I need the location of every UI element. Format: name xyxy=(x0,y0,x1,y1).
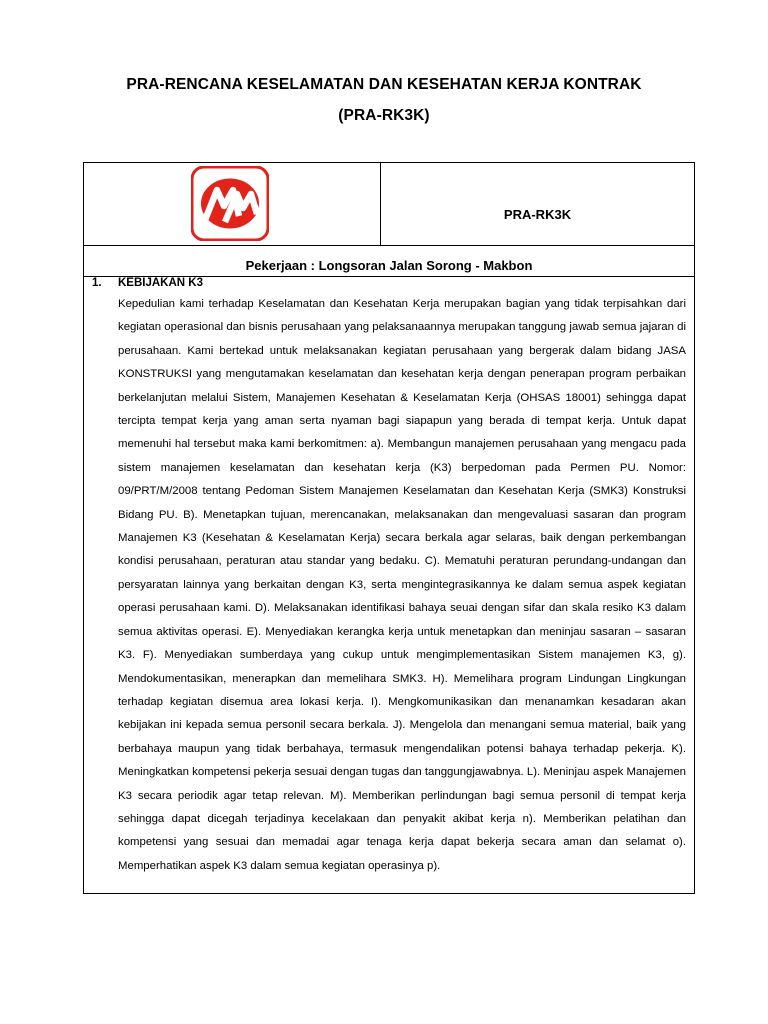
logo-cell xyxy=(84,163,381,245)
document-title: PRA-RENCANA KESELAMATAN DAN KESEHATAN KERJA KONTRAK xyxy=(126,76,642,93)
section-number: 1. xyxy=(92,277,102,289)
section-body: Kepedulian kami terhadap Keselamatan dan Kesehatan Kerja merupakan bagian yang tidak terpisahkan dari kegiatan operasional dan bisnis perusahaan yang pelaksanaannya merupakan tanggung jawab semua jajaran di perusahaan. Kami bertekad untuk melaksanakan kegiatan perusahaan yang bergerak dalam bidang JASA KONSTRUKSI yang mengutamakan keselamatan dan kesehatan kerja dengan penerapan program perbaikan berkelanjutan melalui Sistem, Manajemen Kesehatan & Keselamatan Kerja (OHSAS 18001) sehingga dapat tercipta tempat kerja yang aman serta nyaman bagi siapapun yang berada di tempat kerja. Untuk dapat memenuhi hal tersebut maka kami berkomitmen: a). Membangun manajemen perusahaan yang mengacu pada sistem manajemen keselamatan dan kesehatan kerja (K3) berpedoman pada Permen PU. Nomor: 09/PRT/M/2008 tentang Pedoman Sistem Manajemen Keselamatan dan Kesehatan Kerja (SMK3) Konstruksi Bidang PU. B). Menetapkan tujuan, merencanakan, melaksanakan dan mengevaluasi sasaran dan program Manajemen K3 (Kesehatan & Keselamatan Kerja) secara berkala agar selaras, baik dengan perkembangan kondisi perusahaan, peraturan atau standar yang bedaku. C). Mematuhi peraturan perundang-undangan dan persyaratan lainnya yang berkaitan dengan K3, serta mengintegrasikannya ke dalam semua aspek kegiatan operasi perusahaan kami. D). Melaksanakan identifikasi bahaya seuai dengan sifar dan skala resiko K3 dalam semua aktivitas operasi. E). Menyediakan kerangka kerja untuk menetapkan dan meninjau sasaran – sasaran K3. F). Menyediakan sumberdaya yang cukup untuk mengimplementasikan Sistem manajemen K3, g). Mendokumentasikan, menerapkan dan memelihara SMK3. H). Memelihara program Lindungan Lingkungan terhadap kegiatan disemua area lokasi kerja. I). Mengkomunikasikan dan menanamkan kesadaran akan kebijakan ini kepada semua personil secara berkala. J). Mengelola dan menangani semua material, baik yang berbahaya maupun yang tidak berbahaya, termasuk mengendalikan potensi bahaya terhadap pekerja. K). Meningkatkan kompetensi pekerja sesuai dengan tugas dan tanggungjawabnya. L). Meninjau aspek Manajemen K3 secara periodik agar tetap relevan. M). Memberikan perlindungan bagi semua personil di tempat kerja sehingga dapat dicegah terjadinya kecelakaan dan penyakit akibat kerja n). Memberikan pelatihan dan kompetensi yang sesuai dan memadai agar tenaga kerja dapat bekerja secara aman dan selamat o). Memperhatikan aspek K3 dalam semua kegiatan operasinya p). xyxy=(118,298,686,872)
doc-code: PRA-RK3K xyxy=(503,207,572,222)
doc-code-cell xyxy=(381,163,694,245)
divider xyxy=(84,245,694,246)
project-line: Pekerjaan : Longsoran Jalan Sorong - Makbon xyxy=(245,258,533,273)
document-table xyxy=(83,162,695,894)
company-logo-icon xyxy=(191,166,269,241)
document-subtitle: (PRA-RK3K) xyxy=(338,107,430,124)
section-title: KEBIJAKAN K3 xyxy=(118,277,203,289)
